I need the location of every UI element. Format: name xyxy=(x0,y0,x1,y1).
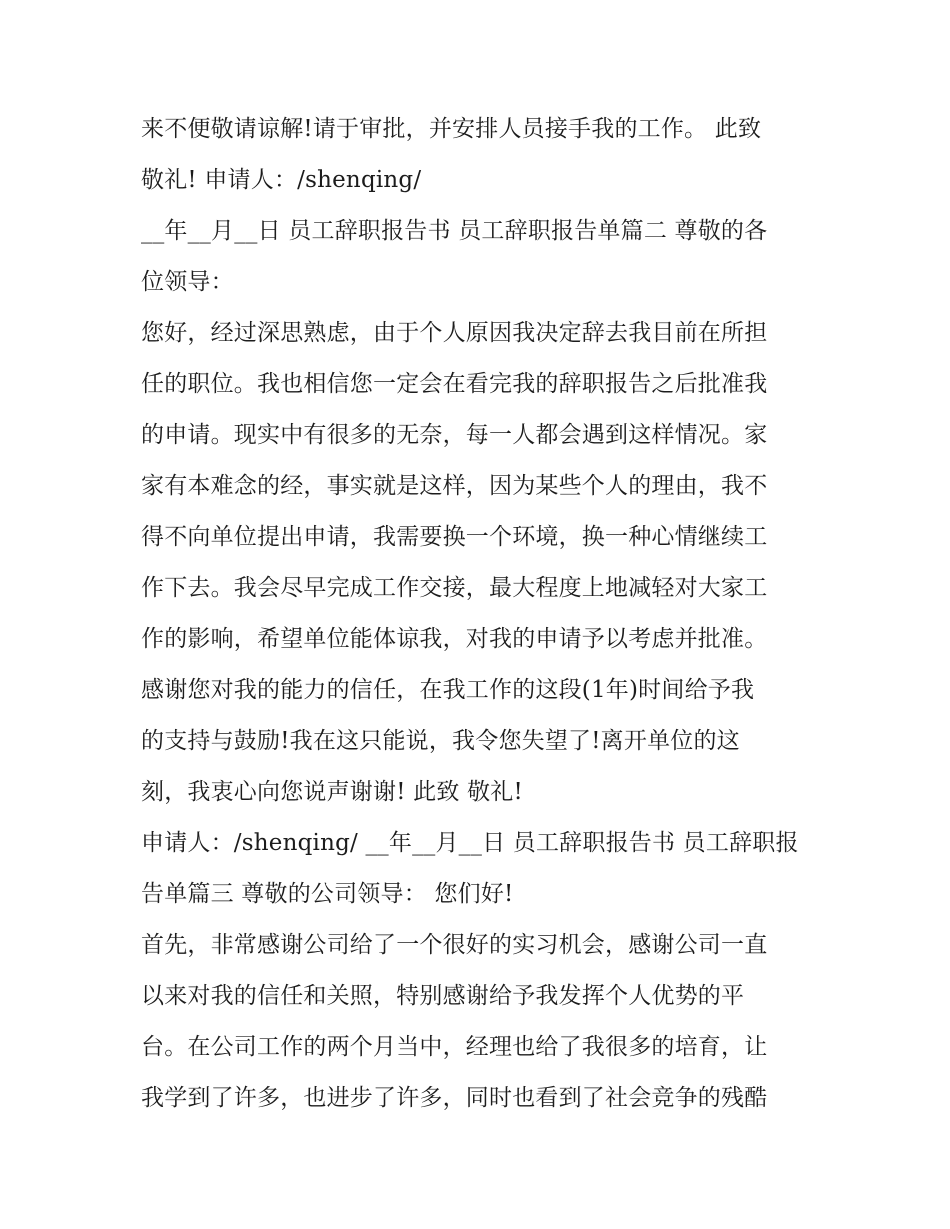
text-line: 首先，非常感谢公司给了一个很好的实习机会，感谢公司一直 xyxy=(141,932,768,958)
text-line: 家有本难念的经，事实就是这样，因为某些个人的理由，我不 xyxy=(141,473,768,499)
text-line: 敬礼! 申请人：/shenqing/ xyxy=(141,167,422,193)
text-line: 申请人：/shenqing/ __年__月__日 员工辞职报告书 员工辞职报 xyxy=(141,830,799,856)
text-line: __年__月__日 员工辞职报告书 员工辞职报告单篇二 尊敬的各 xyxy=(141,218,768,244)
text-line: 得不向单位提出申请，我需要换一个环境，换一种心情继续工 xyxy=(141,524,768,550)
text-line: 刻，我衷心向您说声谢谢! 此致 敬礼! xyxy=(141,779,523,805)
text-line: 感谢您对我的能力的信任，在我工作的这段(1年)时间给予我 xyxy=(141,677,755,703)
text-line: 您好，经过深思熟虑，由于个人原因我决定辞去我目前在所担 xyxy=(141,320,768,346)
text-line: 作的影响，希望单位能体谅我，对我的申请予以考虑并批准。 xyxy=(141,626,768,652)
text-line: 台。在公司工作的两个月当中，经理也给了我很多的培育，让 xyxy=(141,1034,768,1060)
text-line: 的申请。现实中有很多的无奈，每一人都会遇到这样情况。家 xyxy=(141,422,768,448)
document-body xyxy=(141,104,821,1124)
text-line: 的支持与鼓励!我在这只能说，我令您失望了!离开单位的这 xyxy=(141,728,740,754)
text-line: 任的职位。我也相信您一定会在看完我的辞职报告之后批准我 xyxy=(141,371,768,397)
text-line: 告单篇三 尊敬的公司领导： 您们好! xyxy=(141,881,514,907)
text-line: 位领导： xyxy=(141,269,234,295)
text-line: 作下去。我会尽早完成工作交接，最大程度上地减轻对大家工 xyxy=(141,575,768,601)
text-line: 以来对我的信任和关照，特别感谢给予我发挥个人优势的平 xyxy=(141,983,745,1009)
text-line: 我学到了许多，也进步了许多，同时也看到了社会竞争的残酷 xyxy=(141,1085,768,1111)
text-line: 来不便敬请谅解!请于审批，并安排人员接手我的工作。 此致 xyxy=(141,116,762,142)
